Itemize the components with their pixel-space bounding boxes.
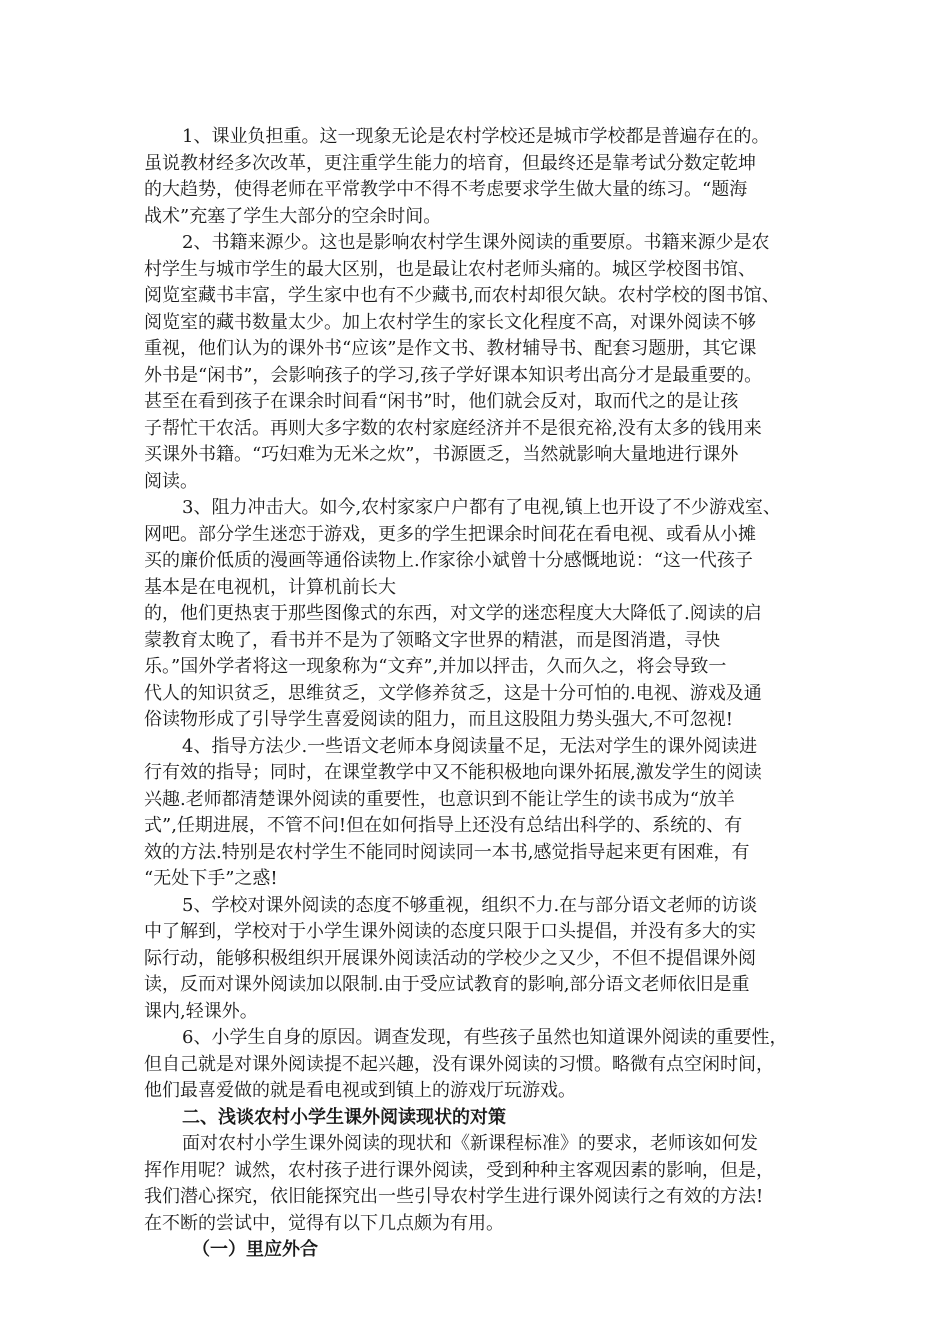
paragraph-line: 阅读。	[144, 470, 198, 492]
paragraph-line: 甚至在看到孩子在课余时间看“闲书”时，他们就会反对，取而代之的是让孩	[144, 391, 739, 412]
paragraph-line: 在不断的尝试中，觉得有以下几点颇为有用。	[144, 1212, 504, 1234]
paragraph-line: 课内,轻课外。	[144, 1000, 258, 1022]
paragraph-line: “无处下手”之惑!	[144, 868, 278, 889]
paragraph-line: 1、课业负担重。这一现象无论是农村学校还是城市学校都是普遍存在的。	[182, 126, 770, 147]
paragraph-line: 基本是在电视机，计算机前长大	[144, 576, 396, 598]
paragraph-line: 他们最喜爱做的就是看电视或到镇上的游戏厅玩游戏。	[144, 1080, 576, 1101]
paragraph-line: 的大趋势，使得老师在平常教学中不得不考虑要求学生做大量的练习。“题海	[144, 179, 748, 200]
document-body	[144, 124, 828, 1264]
paragraph-line: 重视，他们认为的课外书“应该”是作文书、教材辅导书、配套习题册，其它课	[144, 338, 757, 359]
paragraph-line: 的，他们更热衷于那些图像式的东西，对文学的迷恋程度大大降低了.阅读的启	[144, 603, 762, 624]
paragraph-line: 买课外书籍。“巧妇难为无米之炊”，书源匮乏，当然就影响大量地进行课外	[144, 444, 739, 465]
paragraph-line: 战术”充塞了学生大部分的空余时间。	[144, 205, 442, 227]
paragraph-line: 际行动，能够积极组织开展课外阅读活动的学校少之又少，不但不提倡课外阅	[144, 947, 756, 969]
paragraph-line: 外书是“闲书”，会影响孩子的学习,孩子学好课本知识考出高分才是最重要的。	[144, 364, 763, 386]
paragraph-line: 虽说教材经多次改革，更注重学生能力的培育，但最终还是靠考试分数定乾坤	[144, 152, 756, 174]
paragraph-line: 6、小学生自身的原因。调查发现，有些孩子虽然也知道课外阅读的重要性，	[182, 1027, 788, 1048]
paragraph-line: 网吧。部分学生迷恋于游戏，更多的学生把课余时间花在看电视、或看从小摊	[144, 523, 756, 545]
paragraph-line: 5、学校对课外阅读的态度不够重视，组织不力.在与部分语文老师的访谈	[182, 894, 758, 916]
paragraph-line: 面对农村小学生课外阅读的现状和《新课程标准》的要求，老师该如何发	[182, 1133, 758, 1154]
paragraph-line: 挥作用呢？诚然，农村孩子进行课外阅读，受到种种主客观因素的影响，但是，	[144, 1159, 774, 1181]
paragraph-line: 蒙教育太晚了，看书并不是为了领略文字世界的精湛，而是图消遣，寻快	[144, 629, 720, 651]
paragraph-line: 效的方法.特别是农村学生不能同时阅读同一本书,感觉指导起来更有困难，有	[144, 841, 750, 863]
paragraph-line: 3、阻力冲击大。如今,农村家家户户都有了电视,镇上也开设了不少游戏室、	[182, 497, 781, 518]
paragraph-line: 4、指导方法少.一些语文老师本身阅读量不足，无法对学生的课外阅读进	[182, 735, 758, 757]
paragraph-line: 代人的知识贫乏，思维贫乏，文学修养贫乏，这是十分可怕的.电视、游戏及通	[144, 682, 762, 704]
paragraph-line: 读，反而对课外阅读加以限制.由于受应试教育的影响,部分语文老师依旧是重	[144, 974, 750, 995]
paragraph-line: 子帮忙干农活。再则大多字数的农村家庭经济并不是很充裕,没有太多的钱用来	[144, 417, 762, 439]
paragraph-line: 乐。”国外学者将这一现象称为“文弃”,并加以抨击，久而久之，将会导致一	[144, 656, 727, 677]
paragraph-line: 村学生与城市学生的最大区别，也是最让农村老师头痛的。城区学校图书馆、	[144, 258, 756, 280]
subsection-heading: （一）里应外合	[192, 1239, 318, 1260]
paragraph-line: 兴趣.老师都清楚课外阅读的重要性，也意识到不能让学生的读书成为“放羊	[144, 788, 735, 810]
paragraph-line: 但自己就是对课外阅读提不起兴趣，没有课外阅读的习惯。略微有点空闲时间，	[144, 1053, 774, 1075]
paragraph-line: 阅览室藏书丰富，学生家中也有不少藏书,而农村却很欠缺。农村学校的图书馆、	[144, 285, 780, 306]
paragraph-line: 式”,任期进展，不管不问!但在如何指导上还没有总结出科学的、系统的、有	[144, 815, 743, 836]
paragraph-line: 中了解到，学校对于小学生课外阅读的态度只限于口头提倡，并没有多大的实	[144, 921, 756, 942]
paragraph-line: 我们潜心探究，依旧能探究出一些引导农村学生进行课外阅读行之有效的方法!	[144, 1186, 764, 1207]
paragraph-line: 2、书籍来源少。这也是影响农村学生课外阅读的重要原。书籍来源少是农	[182, 232, 770, 253]
paragraph-line: 阅览室的藏书数量太少。加上农村学生的家长文化程度不高，对课外阅读不够	[144, 311, 756, 333]
paragraph-line: 俗读物形成了引导学生喜爱阅读的阻力，而且这股阻力势头强大,不可忽视!	[144, 709, 733, 730]
paragraph-line: 买的廉价低质的漫画等通俗读物上.作家徐小斌曾十分感慨地说：“这一代孩子	[144, 550, 753, 571]
paragraph-line: 行有效的指导；同时，在课堂教学中又不能积极地向课外拓展,激发学生的阅读	[144, 762, 762, 783]
section-heading: 二、浅谈农村小学生课外阅读现状的对策	[182, 1106, 506, 1128]
